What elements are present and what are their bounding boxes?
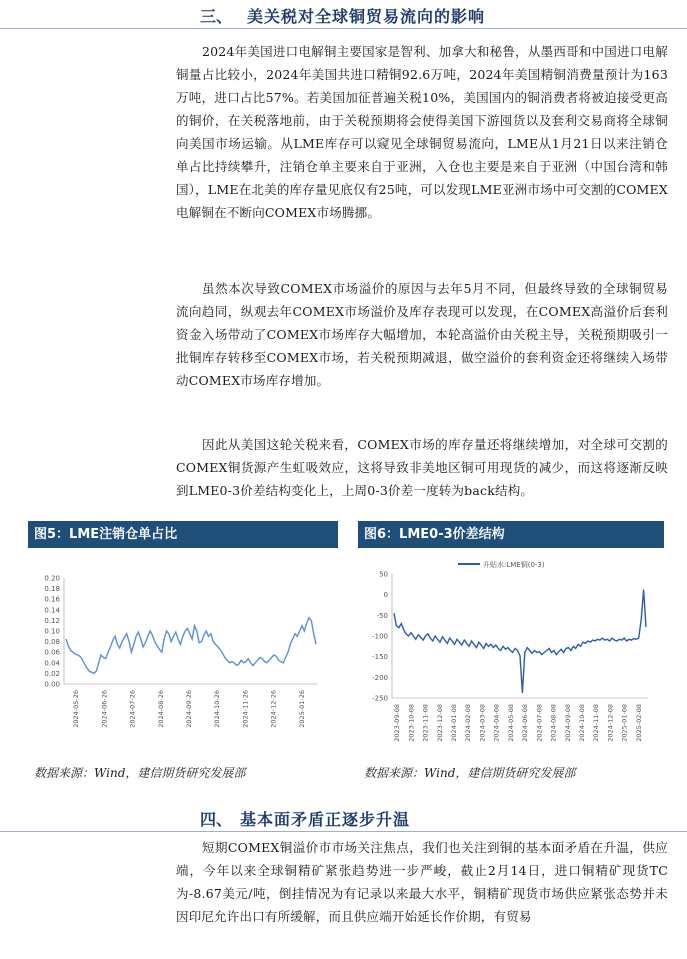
chart1-xtick-label-2: 2023-11-08 [421,704,430,742]
chart0-xtick-label-6: 2024-11-26 [241,690,250,728]
chart1-series-line-0 [394,590,646,693]
chart1-ytick-label-2: -50 [376,611,388,620]
section3-paragraph-2: 虽然本次导致COMEX市场溢价的原因与去年5月不同，但最终导致的全球铜贸易流向趋同，纵观去年COMEX市场溢价及库存表现可以发现，在COMEX高溢价后套利资金入场带动了COMEX市场库存大幅增加，本轮高溢价由关税主导，关税预期吸引一批铜库存转移至COMEX市场，若关税预期减退，做空溢价的套利资金还将继续入场带动COMEX市场库存增加。 [176,281,668,388]
chart1-xtick-label-10: 2024-07-08 [535,704,544,742]
chart0-series-line-0 [66,618,316,674]
chart1-ytick-label-3: -100 [372,632,388,641]
section3-number: 三、 [200,7,233,26]
chart1-xtick-label-16: 2025-01-08 [620,704,629,742]
chart0-ytick-label-2: 0.04 [44,659,60,668]
chart1-xtick-label-1: 2023-10-08 [407,704,416,742]
chart0-ytick-label-9: 0.18 [44,585,60,594]
chart1-xtick-label-3: 2023-12-08 [435,704,444,742]
section3-paragraph-3: 因此从美国这轮关税来看，COMEX市场的库存量还将继续增加，对全球可交割的COMEX铜货源产生虹吸效应，这将导致非美地区铜可用现货的减少，而这将逐渐反映到LME0-3价差结构变化上，上周0-3价差一度转为back结构。 [176,437,668,498]
figure6-title: 图6：LME0-3价差结构 [358,521,664,548]
chart0-xtick-label-1: 2024-06-26 [100,690,109,728]
chart1-xtick-label-13: 2024-10-08 [578,704,586,742]
chart1-xtick-label-5: 2024-02-08 [464,704,473,742]
chart0-ytick-label-6: 0.12 [44,616,60,625]
chart0-ytick-label-8: 0.16 [44,595,60,604]
chart1-xtick-label-11: 2024-08-08 [549,704,558,742]
chart1-ytick-label-4: -150 [372,653,388,662]
figure6-source: 数据来源：Wind，建信期货研究发展部 [364,766,576,780]
chart0-ytick-label-4: 0.08 [44,638,60,647]
chart1-xtick-label-14: 2024-11-08 [592,704,601,742]
section3-paragraph-1: 2024年美国进口电解铜主要国家是智利、加拿大和秘鲁，从墨西哥和中国进口电解铜量占比较小，2024年美国共进口精铜92.6万吨，2024年美国精铜消费量预计为163万吨，进口占比57%。若美国加征普遍关税10%，美国国内的铜消费者将被迫接受更高的铜价，在关税落地前，由于关税预期将会使得美国下游囤货以及套利交易商将全球铜向美国市场运输。从LME库存可以窥见全球铜贸易流向，LME从1月21日以来注销仓单占比持续攀升，注销仓单主要来自于亚洲，入仓也主要是来自于亚洲（中国台湾和韩国），LME在北美的库存量见底仅有25吨，可以发现LME亚洲市场中可交割的COMEX电解铜在不断向COMEX市场腾挪。 [176,44,668,220]
chart1-xtick-label-17: 2025-02-08 [634,704,643,742]
chart1-xtick-label-9: 2024-06-08 [521,704,530,742]
chart1-xtick-label-12: 2024-09-08 [563,704,572,742]
chart1-ytick-label-1: 0 [383,591,388,600]
chart0-ytick-label-3: 0.06 [44,648,60,657]
chart0-xtick-label-3: 2024-08-26 [156,690,165,728]
chart0-xtick-label-0: 2024-05-26 [72,690,81,728]
chart0-xtick-label-2: 2024-07-26 [128,690,137,728]
chart0-ytick-label-0: 0.00 [44,680,60,689]
chart1-xtick-label-4: 2024-01-08 [450,704,458,742]
chart0-ytick-label-10: 0.20 [44,574,60,583]
chart1-legend-label: 升贴水:LME铜(0-3) [483,561,545,569]
chart0-ytick-label-5: 0.10 [44,627,60,636]
section4-paragraph: 短期COMEX铜溢价市市场关注焦点，我们也关注到铜的基本面矛盾在升温，供应端，今年以来全球铜精矿紧张趋势进一步严峻，截止2月14日，进口铜精矿现货TC为-8.67美元/吨，倒挂情况为有记录以来最大水平，铜精矿现货市场供应紧张态势并未因印尼允许出口有所缓解，而且供应端开始延长作价期，有贸易 [176,840,668,924]
section4-heading [0,803,687,832]
chart1-ytick-label-5: -200 [372,673,388,682]
chart0-xtick-label-7: 2024-12-26 [269,690,278,728]
chart1-ytick-label-6: -250 [372,694,388,703]
chart1-xtick-label-0: 2023-09-08 [393,704,402,742]
section4-title: 基本面矛盾正逐步升温 [240,810,411,829]
figure5-source: 数据来源：Wind，建信期货研究发展部 [34,766,246,780]
figure5-chart [28,556,338,746]
chart1-xtick-label-6: 2024-03-08 [478,704,487,742]
chart0-ytick-label-7: 0.14 [44,606,60,615]
chart0-ytick-label-1: 0.02 [44,669,60,678]
figure6-chart [358,556,664,756]
chart0-xtick-label-8: 2025-01-26 [297,690,306,728]
chart1-xtick-label-8: 2024-05-08 [506,704,515,742]
chart1-xtick-label-7: 2024-04-08 [492,704,501,742]
chart0-xtick-label-4: 2024-09-26 [185,690,193,728]
section3-title: 美关税对全球铜贸易流向的影响 [247,7,486,26]
figure5-title: 图5：LME注销仓单占比 [28,521,338,548]
chart1-ytick-label-0: 50 [379,570,388,579]
chart1-xtick-label-15: 2024-12-08 [606,704,615,742]
section4-number: 四、 [200,810,233,829]
section3-heading [0,0,687,29]
chart0-xtick-label-5: 2024-10-26 [213,690,222,728]
